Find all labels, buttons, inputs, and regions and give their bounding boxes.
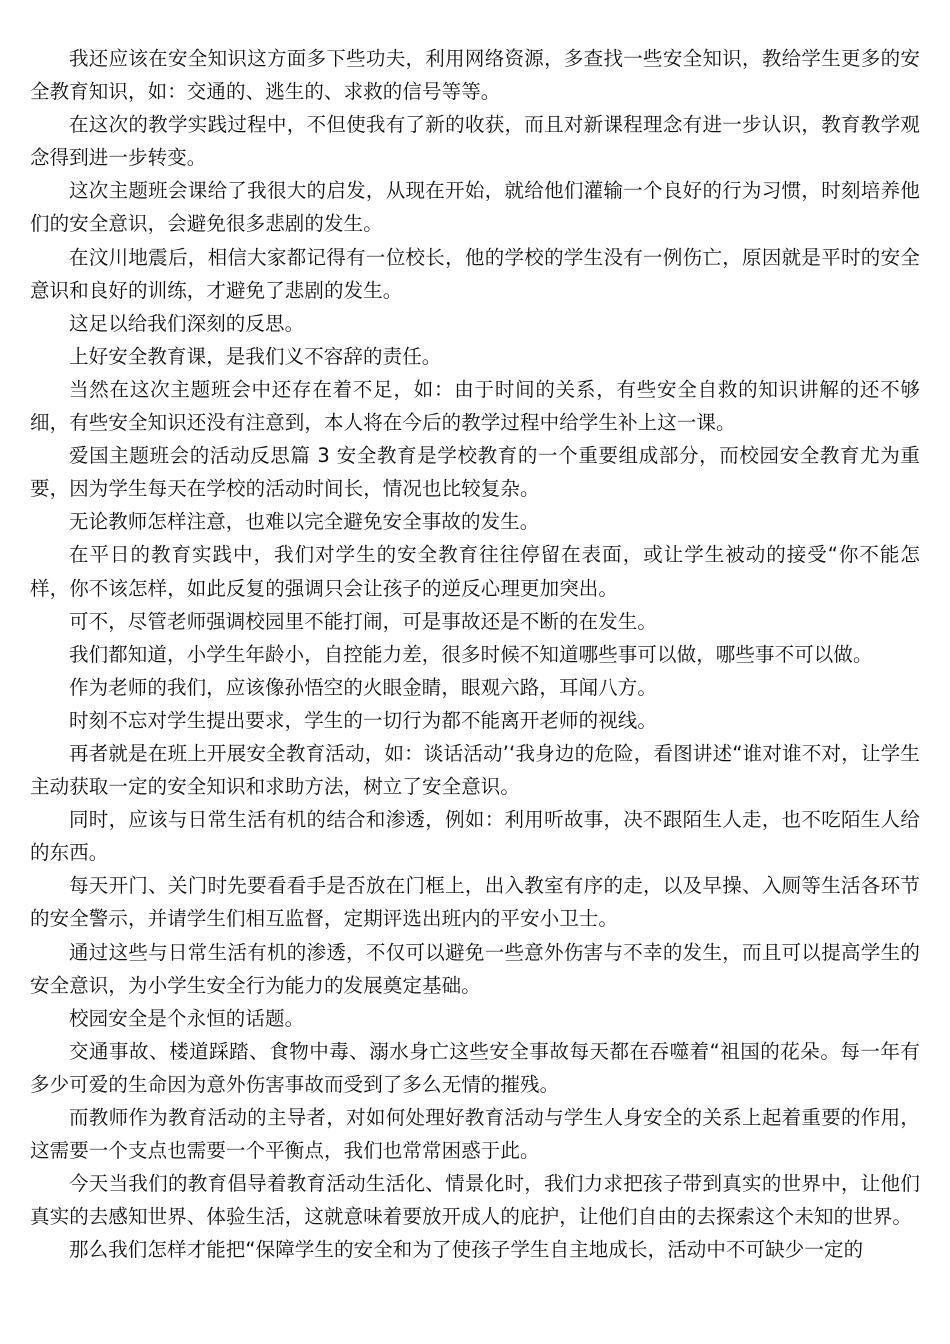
paragraph: 可不，尽管老师强调校园里不能打闹，可是事故还是不断的在发生。 (69, 609, 658, 633)
paragraph: 我们都知道，小学生年龄小，自控能力差，很多时候不知道哪些事可以做，哪些事不可以做。 (69, 642, 873, 666)
paragraph: 再者就是在班上开展安全教育活动，如：谈话活动’‘我身边的危险，看图讲述“谁对谁不对，让学生主动获取一定的安全知识和求助方法，树立了安全意识。 (30, 741, 920, 799)
paragraph: 时刻不忘对学生提出要求，学生的一切行为都不能离开老师的视线。 (69, 708, 658, 732)
paragraph: 在这次的教学实践过程中，不但使我有了新的收获，而且对新课程理念有进一步认识，教育教学观念得到进一步转变。 (30, 113, 920, 170)
paragraph: 这次主题班会课给了我很大的启发，从现在开始，就给他们灌输一个良好的行为习惯，时刻培养他们的安全意识，会避免很多悲剧的发生。 (30, 179, 920, 236)
paragraph: 那么我们怎样才能把“保障学生的安全和为了使孩子学生自主地成长，活动中不可缺少一定的 (69, 1238, 864, 1262)
paragraph: 作为老师的我们，应该像孙悟空的火眼金睛，眼观六路，耳闻八方。 (69, 675, 658, 699)
paragraph: 在平日的教育实践中，我们对学生的安全教育往往停留在表面，或让学生被动的接受“你不能怎样，你不该怎样，如此反复的强调只会让孩子的逆反心理更加突出。 (30, 543, 920, 600)
paragraph: 交通事故、楼道踩踏、食物中毒、溺水身亡这些安全事故每天都在吞噬着“祖国的花朵。每一年有多少可爱的生命因为意外伤害事故而受到了多么无情的摧残。 (30, 1039, 920, 1096)
paragraph: 校园安全是个永恒的话题。 (69, 1006, 305, 1030)
paragraph: 通过这些与日常生活有机的渗透，不仅可以避免一些意外伤害与不幸的发生，而且可以提高学生的安全意识，为小学生安全行为能力的发展奠定基础。 (30, 940, 920, 997)
paragraph: 我还应该在安全知识这方面多下些功夫，利用网络资源，多查找一些安全知识，教给学生更多的安全教育知识，如：交通的、逃生的、求救的信号等等。 (30, 47, 920, 104)
paragraph: 这足以给我们深刻的反思。 (69, 311, 305, 335)
paragraph: 而教师作为教育活动的主导者，对如何处理好教育活动与学生人身安全的关系上起着重要的作用，这需要一个支点也需要一个平衡点，我们也常常困惑于此。 (30, 1106, 920, 1163)
paragraph: 每天开门、关门时先要看看手是否放在门框上，出入教室有序的走，以及早操、入厕等生活各环节的安全警示，并请学生们相互监督，定期评选出班内的平安小卫士。 (30, 874, 920, 931)
paragraph: 爱国主题班会的活动反思篇 3 安全教育是学校教育的一个重要组成部分，而校园安全教育尤为重要，因为学生每天在学校的活动时间长，情况也比较复杂。 (30, 444, 920, 501)
paragraph: 在汶川地震后，相信大家都记得有一位校长，他的学校的学生没有一例伤亡，原因就是平时的安全意识和良好的训练，才避免了悲剧的发生。 (30, 245, 920, 302)
paragraph: 今天当我们的教育倡导着教育活动生活化、情景化时，我们力求把孩子带到真实的世界中，让他们真实的去感知世界、体验生活，这就意味着要放开成人的庇护，让他们自由的去探索这个未知的世界。 (30, 1172, 920, 1229)
paragraph: 同时，应该与日常生活有机的结合和渗透，例如：利用听故事，决不跟陌生人走，也不吃陌生人给的东西。 (30, 808, 920, 865)
paragraph: 无论教师怎样注意，也难以完全避免安全事故的发生。 (69, 510, 540, 534)
paragraph: 当然在这次主题班会中还存在着不足，如：由于时间的关系，有些安全自救的知识讲解的还不够细，有些安全知识还没有注意到，本人将在今后的教学过程中给学生补上这一课。 (30, 377, 920, 435)
paragraph: 上好安全教育课，是我们义不容辞的责任。 (69, 344, 442, 368)
